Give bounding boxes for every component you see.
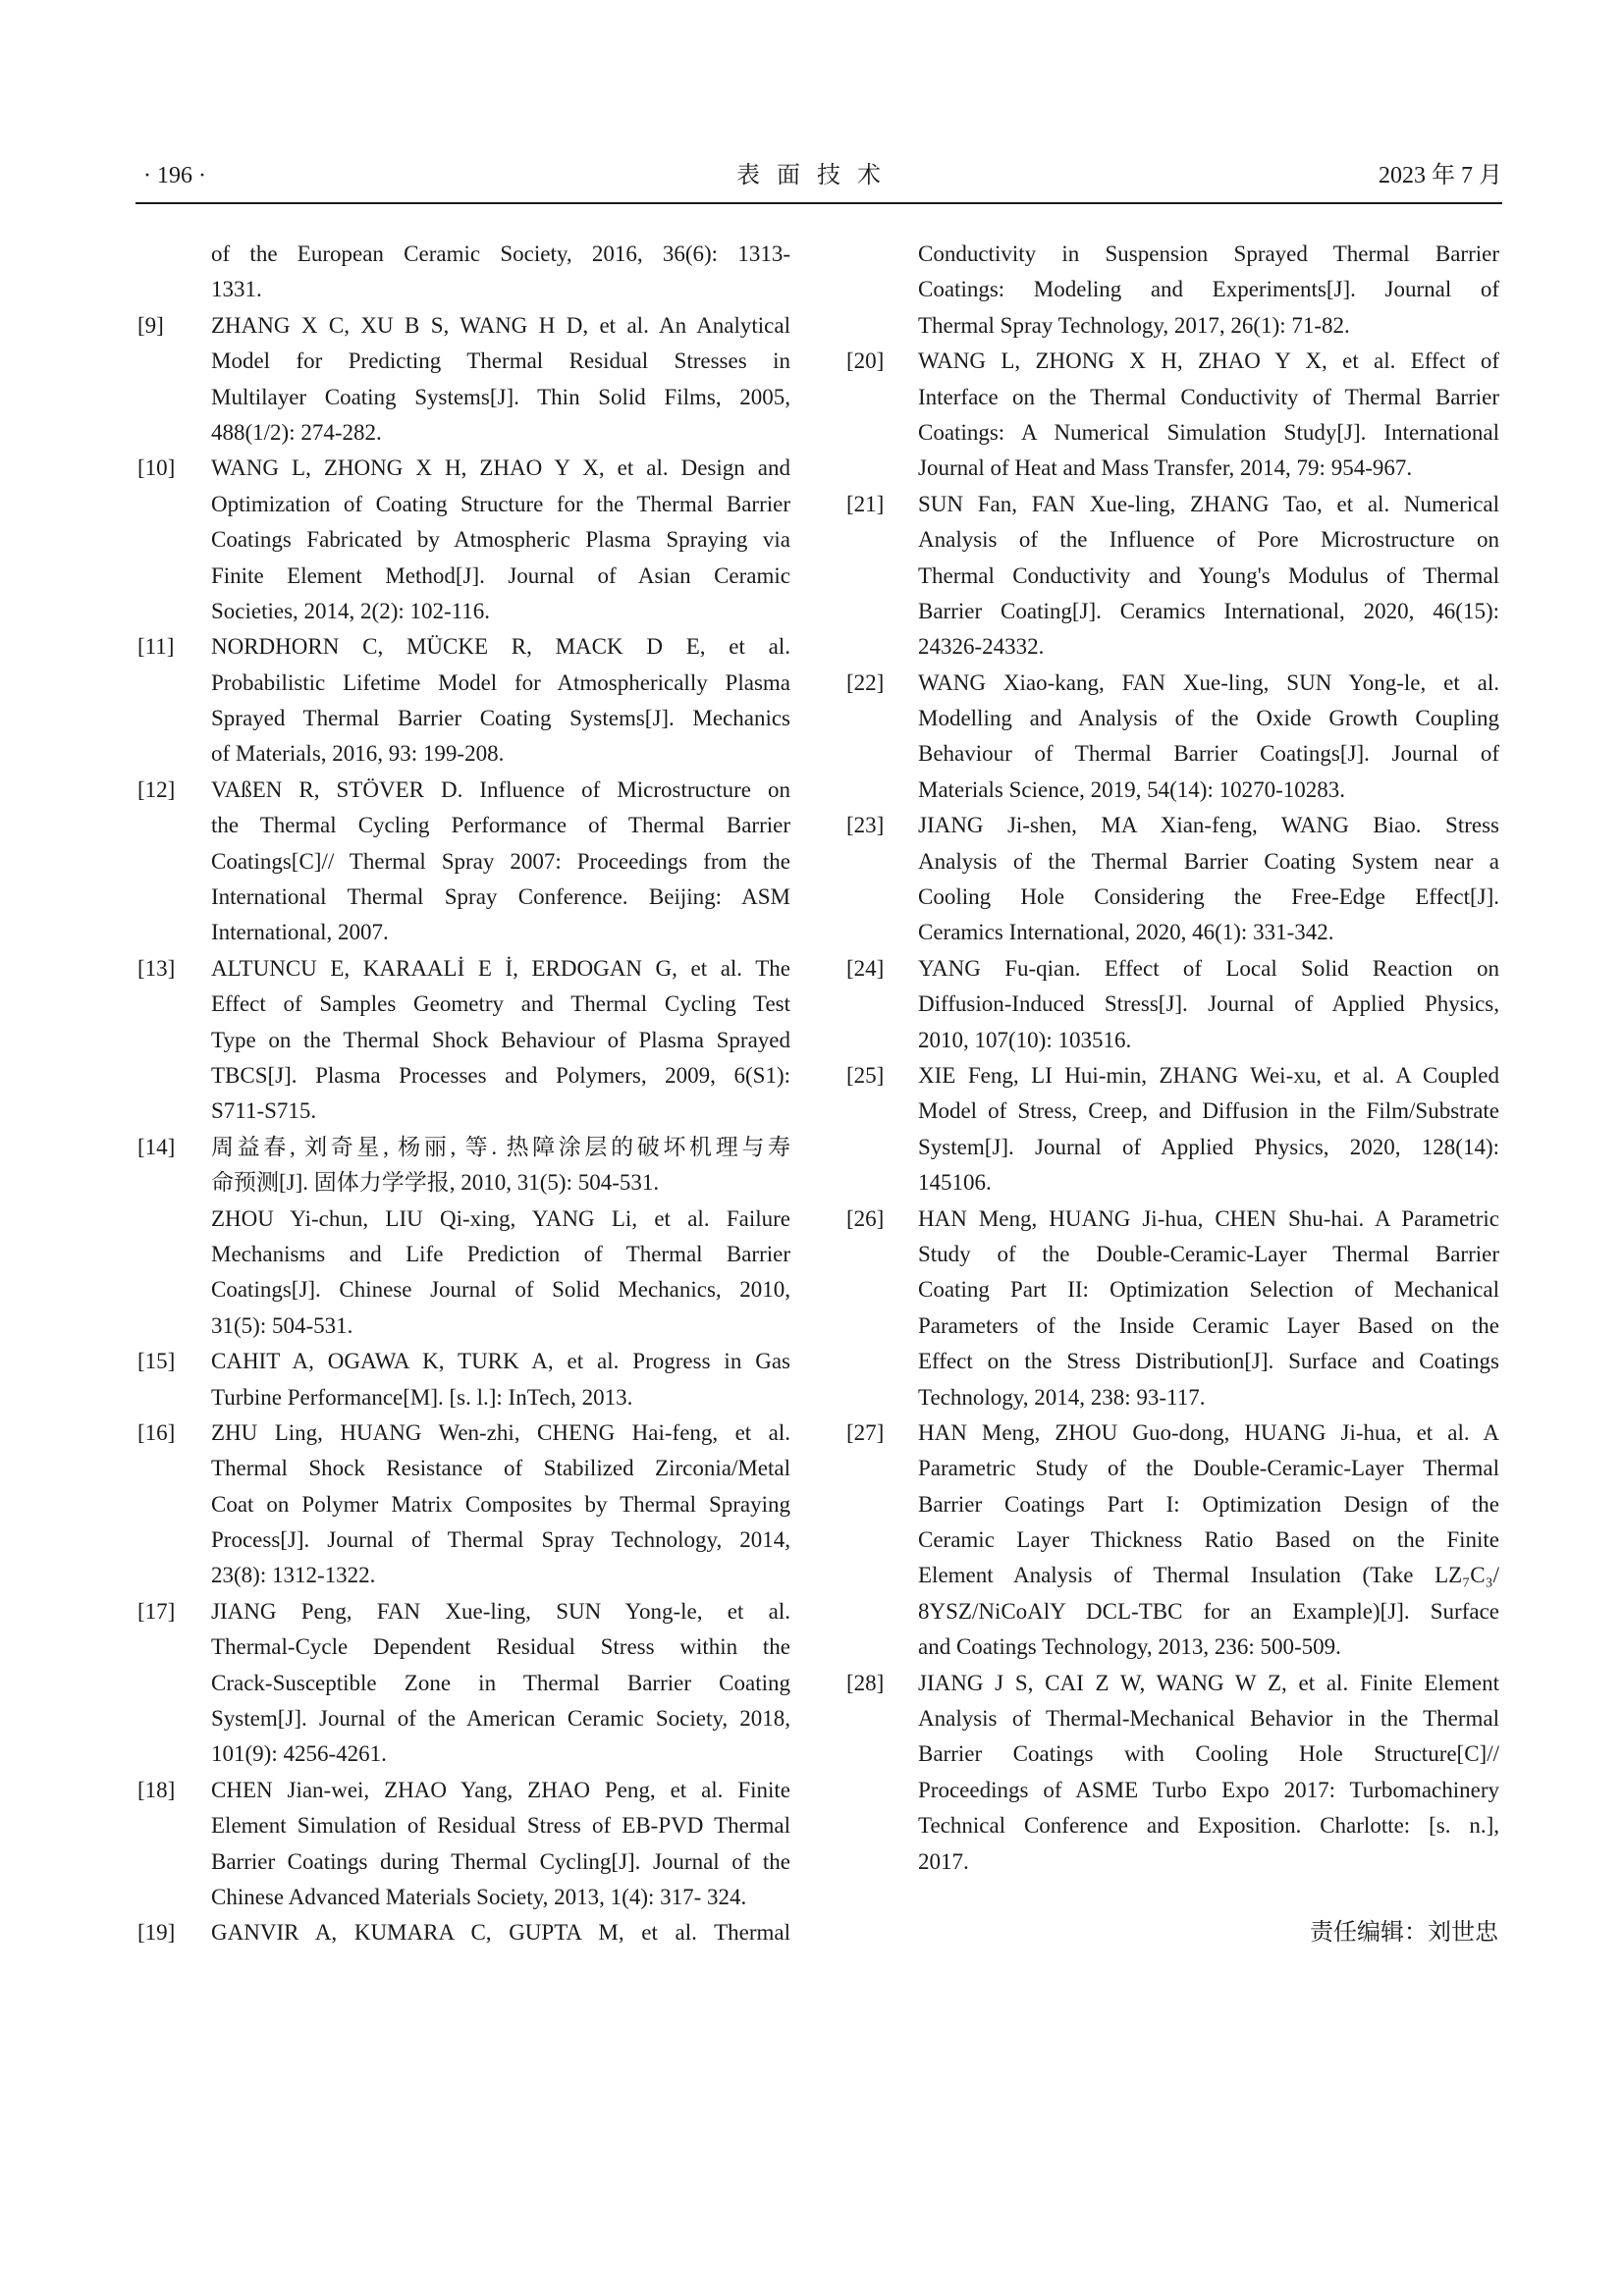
reference-line [846, 1558, 1500, 1593]
reference-text: Ceramics International, 2020, 46(1): 331-342. [918, 920, 1334, 945]
reference-text: Ceramic Layer Thickness Ratio Based on the Finite [918, 1527, 1499, 1553]
reference-line [137, 701, 791, 736]
reference-entry [137, 773, 791, 951]
reference-line [846, 1736, 1500, 1772]
reference-text: WANG L, ZHONG X H, ZHAO Y X, et al. Effect of [918, 348, 1499, 374]
page-number: · 196 · [143, 163, 206, 188]
reference-line [137, 1237, 791, 1272]
reference-entry [846, 487, 1500, 666]
reference-line [137, 380, 791, 415]
reference-line [137, 1558, 791, 1593]
reference-text: Barrier Coating[J]. Ceramics International, 2020, 46(15): [918, 598, 1499, 623]
reference-text: Effect on the Stress Distribution[J]. Surface and Coatings [918, 1349, 1499, 1374]
reference-line [846, 594, 1500, 629]
reference-line [137, 987, 791, 1022]
reference-line [846, 1487, 1500, 1522]
reference-text: Coatings[J]. Chinese Journal of Solid Mechanics, 2010, [211, 1277, 790, 1303]
reference-entry [846, 1058, 1500, 1201]
reference-text: Mechanisms and Life Prediction of Thermal Barrier [211, 1241, 790, 1266]
reference-line [846, 522, 1500, 558]
reference-text: JIANG Ji-shen, MA Xian-feng, WANG Biao. Stress [918, 813, 1499, 838]
reference-text: Parametric Study of the Double-Ceramic-Layer Thermal [918, 1456, 1499, 1481]
reference-line [137, 237, 791, 272]
reference-entry [846, 1415, 1500, 1666]
journal-title: 表面技术 [736, 163, 897, 188]
reference-line [846, 1272, 1500, 1308]
reference-text: Behaviour of Thermal Barrier Coatings[J]. Journal of [918, 741, 1499, 767]
reference-line [137, 773, 791, 808]
reference-line [137, 272, 791, 307]
reference-text: WANG L, ZHONG X H, ZHAO Y X, et al. Design and [211, 455, 790, 481]
reference-line [137, 1308, 791, 1344]
reference-text: JIANG J S, CAI Z W, WANG W Z, et al. Finite Element [918, 1670, 1499, 1695]
reference-line [137, 1487, 791, 1522]
reference-text: Coatings Fabricated by Atmospheric Plasma Spraying via [211, 527, 790, 553]
reference-line [846, 1451, 1500, 1486]
reference-number: [18] [137, 1777, 176, 1802]
reference-text: ALTUNCU E, KARAALİ E İ, ERDOGAN G, et al. The [211, 955, 790, 981]
reference-text: 101(9): 4256-4261. [211, 1741, 387, 1767]
header-rule [135, 202, 1502, 204]
reference-number: [16] [137, 1419, 176, 1445]
reference-line [846, 808, 1500, 843]
reference-text: SUN Fan, FAN Xue-ling, ZHANG Tao, et al. Numerical [918, 491, 1499, 516]
reference-line [137, 1094, 791, 1129]
reference-entry [137, 237, 791, 308]
reference-entry [137, 308, 791, 452]
reference-entry [137, 1915, 791, 1950]
reference-line [137, 1701, 791, 1736]
reference-text: Analysis of the Thermal Barrier Coating System near a [918, 848, 1499, 874]
reference-text: Probabilistic Lifetime Model for Atmospherically Plasma [211, 669, 790, 695]
responsible-editor: 责任编辑：刘世忠 [1310, 1920, 1498, 1946]
reference-line [137, 344, 791, 379]
reference-text: Coat on Polymer Matrix Composites by Thermal Spraying [211, 1491, 790, 1517]
reference-text: Process[J]. Journal of Thermal Spray Technology, 2014, [211, 1527, 790, 1553]
reference-text: Thermal-Cycle Dependent Residual Stress within the [211, 1634, 790, 1660]
reference-line [846, 487, 1500, 522]
reference-text: Societies, 2014, 2(2): 102-116. [211, 598, 491, 623]
reference-line [846, 1844, 1500, 1880]
reference-line [846, 237, 1500, 272]
reference-line [137, 1380, 791, 1415]
reference-text: Chinese Advanced Materials Society, 2013, 1(4): 317- 324. [211, 1884, 747, 1909]
reference-text: Study of the Double-Ceramic-Layer Thermal Barrier [918, 1241, 1499, 1266]
reference-line [137, 1415, 791, 1451]
reference-entry [137, 951, 791, 1130]
reference-text: 2010, 107(10): 103516. [918, 1027, 1132, 1052]
reference-line [846, 272, 1500, 307]
references-left-column [137, 237, 791, 1951]
reference-text: Thermal Conductivity and Young's Modulus of Thermal [918, 562, 1499, 588]
reference-line [137, 451, 791, 486]
reference-line [137, 1522, 791, 1558]
reference-number: [22] [846, 669, 885, 695]
reference-text: 2017. [918, 1848, 969, 1874]
reference-line [137, 951, 791, 987]
reference-line [137, 559, 791, 594]
reference-text: ZHANG X C, XU B S, WANG H D, et al. An Analytical [211, 312, 790, 338]
reference-line [137, 1629, 791, 1665]
reference-entry [137, 629, 791, 773]
reference-line [846, 1344, 1500, 1379]
reference-text: Finite Element Method[J]. Journal of Asian Ceramic [211, 562, 790, 588]
reference-text: YANG Fu-qian. Effect of Local Solid Reaction on [918, 955, 1499, 981]
reference-line [137, 1844, 791, 1880]
reference-text: Analysis of Thermal-Mechanical Behavior in the Thermal [918, 1706, 1499, 1732]
reference-number: [9] [137, 312, 164, 338]
reference-text: Thermal Shock Resistance of Stabilized Zirconia/Metal [211, 1456, 790, 1481]
reference-text: 488(1/2): 274-282. [211, 419, 382, 445]
reference-line [137, 1773, 791, 1808]
reference-text: 周益春, 刘奇星, 杨丽, 等. 热障涂层的破坏机理与寿 [211, 1134, 790, 1159]
reference-line [846, 1023, 1500, 1058]
reference-line [846, 987, 1500, 1022]
reference-entry [846, 808, 1500, 951]
reference-number: [12] [137, 776, 176, 802]
reference-line [137, 1666, 791, 1701]
reference-line [137, 880, 791, 915]
reference-line [846, 1808, 1500, 1843]
reference-line [137, 629, 791, 665]
reference-text: Type on the Thermal Shock Behaviour of Plasma Sprayed [211, 1027, 790, 1052]
reference-line [137, 808, 791, 843]
reference-text: Effect of Samples Geometry and Thermal Cycling Test [211, 991, 790, 1017]
reference-text: Technical Conference and Exposition. Charlotte: [s. n.], [918, 1813, 1499, 1839]
reference-line [137, 1736, 791, 1772]
reference-line [846, 415, 1500, 451]
reference-text: NORDHORN C, MÜCKE R, MACK D E, et al. [211, 634, 790, 660]
reference-line [846, 1380, 1500, 1415]
reference-text: HAN Meng, ZHOU Guo-dong, HUANG Ji-hua, et al. A [918, 1419, 1499, 1445]
reference-line [846, 1308, 1500, 1344]
reference-text: Element Analysis of Thermal Insulation (Take LZ₇C₃/ [918, 1563, 1499, 1588]
reference-number: [21] [846, 491, 885, 516]
reference-text: 31(5): 504-531. [211, 1312, 353, 1338]
reference-text: Turbine Performance[M]. [s. l.]: InTech, 2013. [211, 1384, 633, 1410]
reference-line [846, 951, 1500, 987]
reference-line [137, 1165, 791, 1201]
reference-text: Barrier Coatings Part I: Optimization Design of the [918, 1491, 1499, 1517]
reference-text: 145106. [918, 1170, 992, 1196]
reference-number: [19] [137, 1920, 176, 1946]
reference-entry [846, 1666, 1500, 1880]
reference-text: Optimization of Coating Structure for the Thermal Barrier [211, 491, 790, 516]
reference-text: Coatings: Modeling and Experiments[J]. Journal of [918, 277, 1499, 302]
reference-text: Barrier Coatings during Thermal Cycling[J]. Journal of the [211, 1848, 790, 1874]
reference-line [137, 1344, 791, 1379]
reference-line [846, 1130, 1500, 1165]
reference-text: XIE Feng, LI Hui-min, ZHANG Wei-xu, et al. A Coupled [918, 1062, 1499, 1088]
reference-text: TBCS[J]. Plasma Processes and Polymers, 2009, 6(S1): [211, 1062, 790, 1088]
reference-line [137, 1130, 791, 1165]
reference-line [846, 666, 1500, 701]
reference-line [137, 1880, 791, 1915]
reference-text: 24326-24332. [918, 634, 1045, 660]
reference-text: of the European Ceramic Society, 2016, 36(6): 1313- [211, 241, 790, 266]
reference-number: [26] [846, 1205, 885, 1231]
reference-text: Diffusion-Induced Stress[J]. Journal of Applied Physics, [918, 991, 1499, 1017]
reference-line [137, 1915, 791, 1950]
reference-number: [17] [137, 1598, 176, 1624]
reference-number: [28] [846, 1670, 885, 1695]
reference-number: [13] [137, 955, 176, 981]
reference-text: Sprayed Thermal Barrier Coating Systems[J]. Mechanics [211, 706, 790, 731]
reference-text: ZHOU Yi-chun, LIU Qi-xing, YANG Li, et al. Failure [211, 1205, 790, 1231]
reference-entry [137, 1594, 791, 1773]
reference-number: [20] [846, 348, 885, 374]
issue-date: 2023 年 7 月 [1379, 163, 1502, 188]
reference-entry [137, 1344, 791, 1415]
reference-entry [137, 451, 791, 629]
reference-line [846, 1666, 1500, 1701]
reference-entry [137, 1773, 791, 1916]
reference-line [137, 1451, 791, 1486]
reference-entry [137, 1415, 791, 1594]
reference-text: Conductivity in Suspension Sprayed Thermal Barrier [918, 241, 1499, 266]
reference-text: CAHIT A, OGAWA K, TURK A, et al. Progress in Gas [211, 1349, 790, 1374]
reference-text: 命预测[J]. 固体力学学报, 2010, 31(5): 504-531. [211, 1170, 660, 1196]
reference-line [137, 487, 791, 522]
reference-text: Modelling and Analysis of the Oxide Growth Coupling [918, 706, 1499, 731]
reference-text: Crack-Susceptible Zone in Thermal Barrier Coating [211, 1670, 790, 1695]
reference-text: S711-S715. [211, 1098, 317, 1124]
reference-line [137, 522, 791, 558]
reference-text: of Materials, 2016, 93: 199-208. [211, 741, 505, 767]
reference-line [846, 1094, 1500, 1129]
reference-entry [846, 951, 1500, 1058]
reference-number: [27] [846, 1419, 885, 1445]
reference-text: ZHU Ling, HUANG Wen-zhi, CHENG Hai-feng, et al. [211, 1419, 790, 1445]
reference-text: Multilayer Coating Systems[J]. Thin Solid Films, 2005, [211, 384, 790, 409]
reference-line [846, 451, 1500, 486]
reference-line [137, 1808, 791, 1843]
reference-line [846, 1058, 1500, 1094]
reference-text: Coatings[C]// Thermal Spray 2007: Proceedings from the [211, 848, 790, 874]
reference-text: CHEN Jian-wei, ZHAO Yang, ZHAO Peng, et al. Finite [211, 1777, 790, 1802]
reference-entry [846, 1201, 1500, 1415]
reference-line [846, 1522, 1500, 1558]
reference-text: the Thermal Cycling Performance of Thermal Barrier [211, 813, 790, 838]
reference-line [846, 736, 1500, 772]
reference-text: VAßEN R, STÖVER D. Influence of Microstructure on [211, 776, 790, 802]
reference-text: WANG Xiao-kang, FAN Xue-ling, SUN Yong-le, et al. [918, 669, 1499, 695]
reference-line [846, 1201, 1500, 1237]
reference-number: [25] [846, 1062, 885, 1088]
reference-line [846, 880, 1500, 915]
reference-text: International Thermal Spray Conference. Beijing: ASM [211, 884, 790, 910]
reference-line [137, 1023, 791, 1058]
reference-number: [24] [846, 955, 885, 981]
reference-text: International, 2007. [211, 920, 389, 945]
reference-text: Technology, 2014, 238: 93-117. [918, 1384, 1206, 1410]
reference-text: 1331. [211, 277, 262, 302]
reference-text: Parameters of the Inside Ceramic Layer Based on the [918, 1312, 1499, 1338]
reference-line [846, 701, 1500, 736]
reference-text: Cooling Hole Considering the Free-Edge Effect[J]. [918, 884, 1499, 910]
reference-text: Element Simulation of Residual Stress of EB-PVD Thermal [211, 1813, 790, 1839]
reference-text: GANVIR A, KUMARA C, GUPTA M, et al. Thermal [211, 1920, 790, 1946]
reference-text: Barrier Coatings with Cooling Hole Structure[C]// [918, 1741, 1499, 1767]
reference-line [137, 844, 791, 880]
reference-line [137, 666, 791, 701]
reference-number: [23] [846, 813, 885, 838]
reference-line [846, 773, 1500, 808]
reference-line [137, 594, 791, 629]
reference-text: JIANG Peng, FAN Xue-ling, SUN Yong-le, et al. [211, 1598, 790, 1624]
reference-line [846, 1701, 1500, 1736]
reference-line [846, 559, 1500, 594]
reference-line [846, 380, 1500, 415]
reference-line [846, 344, 1500, 379]
reference-line [137, 415, 791, 451]
reference-number: [14] [137, 1134, 176, 1159]
reference-text: 23(8): 1312-1322. [211, 1563, 376, 1588]
reference-line [846, 1415, 1500, 1451]
reference-text: Thermal Spray Technology, 2017, 26(1): 71-82. [918, 312, 1350, 338]
reference-line [846, 915, 1500, 950]
reference-line [137, 915, 791, 950]
reference-text: System[J]. Journal of Applied Physics, 2020, 128(14): [918, 1134, 1499, 1159]
reference-number: [11] [137, 634, 175, 660]
references-right-column [846, 237, 1500, 1880]
reference-line [846, 1629, 1500, 1665]
reference-entry [846, 344, 1500, 487]
reference-line [137, 308, 791, 344]
reference-line [846, 629, 1500, 665]
reference-line [846, 844, 1500, 880]
reference-line [137, 1058, 791, 1094]
reference-line [846, 308, 1500, 344]
reference-text: HAN Meng, HUANG Ji-hua, CHEN Shu-hai. A Parametric [918, 1205, 1499, 1231]
reference-text: Coating Part II: Optimization Selection of Mechanical [918, 1277, 1499, 1303]
reference-line [846, 1594, 1500, 1629]
reference-text: Materials Science, 2019, 54(14): 10270-10283. [918, 776, 1345, 802]
reference-text: Journal of Heat and Mass Transfer, 2014, 79: 954-967. [918, 455, 1413, 481]
reference-entry [137, 1130, 791, 1344]
reference-text: Model of Stress, Creep, and Diffusion in the Film/Substrate [918, 1098, 1499, 1124]
reference-line [137, 736, 791, 772]
reference-number: [10] [137, 455, 176, 481]
reference-text: and Coatings Technology, 2013, 236: 500-509. [918, 1634, 1341, 1660]
reference-text: Proceedings of ASME Turbo Expo 2017: Turbomachinery [918, 1777, 1499, 1802]
reference-number: [15] [137, 1349, 176, 1374]
reference-text: 8YSZ/NiCoAlY DCL-TBC for an Example)[J]. Surface [918, 1598, 1499, 1624]
reference-text: Analysis of the Influence of Pore Microstructure on [918, 527, 1499, 553]
reference-text: Coatings: A Numerical Simulation Study[J]. International [918, 419, 1499, 445]
reference-line [846, 1773, 1500, 1808]
reference-entry [846, 666, 1500, 809]
reference-entry [846, 237, 1500, 344]
reference-line [137, 1594, 791, 1629]
reference-text: Model for Predicting Thermal Residual Stresses in [211, 348, 790, 374]
reference-line [137, 1201, 791, 1237]
reference-text: Interface on the Thermal Conductivity of Thermal Barrier [918, 384, 1499, 409]
reference-line [137, 1272, 791, 1308]
reference-line [846, 1237, 1500, 1272]
reference-text: System[J]. Journal of the American Ceramic Society, 2018, [211, 1706, 790, 1732]
reference-line [846, 1165, 1500, 1201]
